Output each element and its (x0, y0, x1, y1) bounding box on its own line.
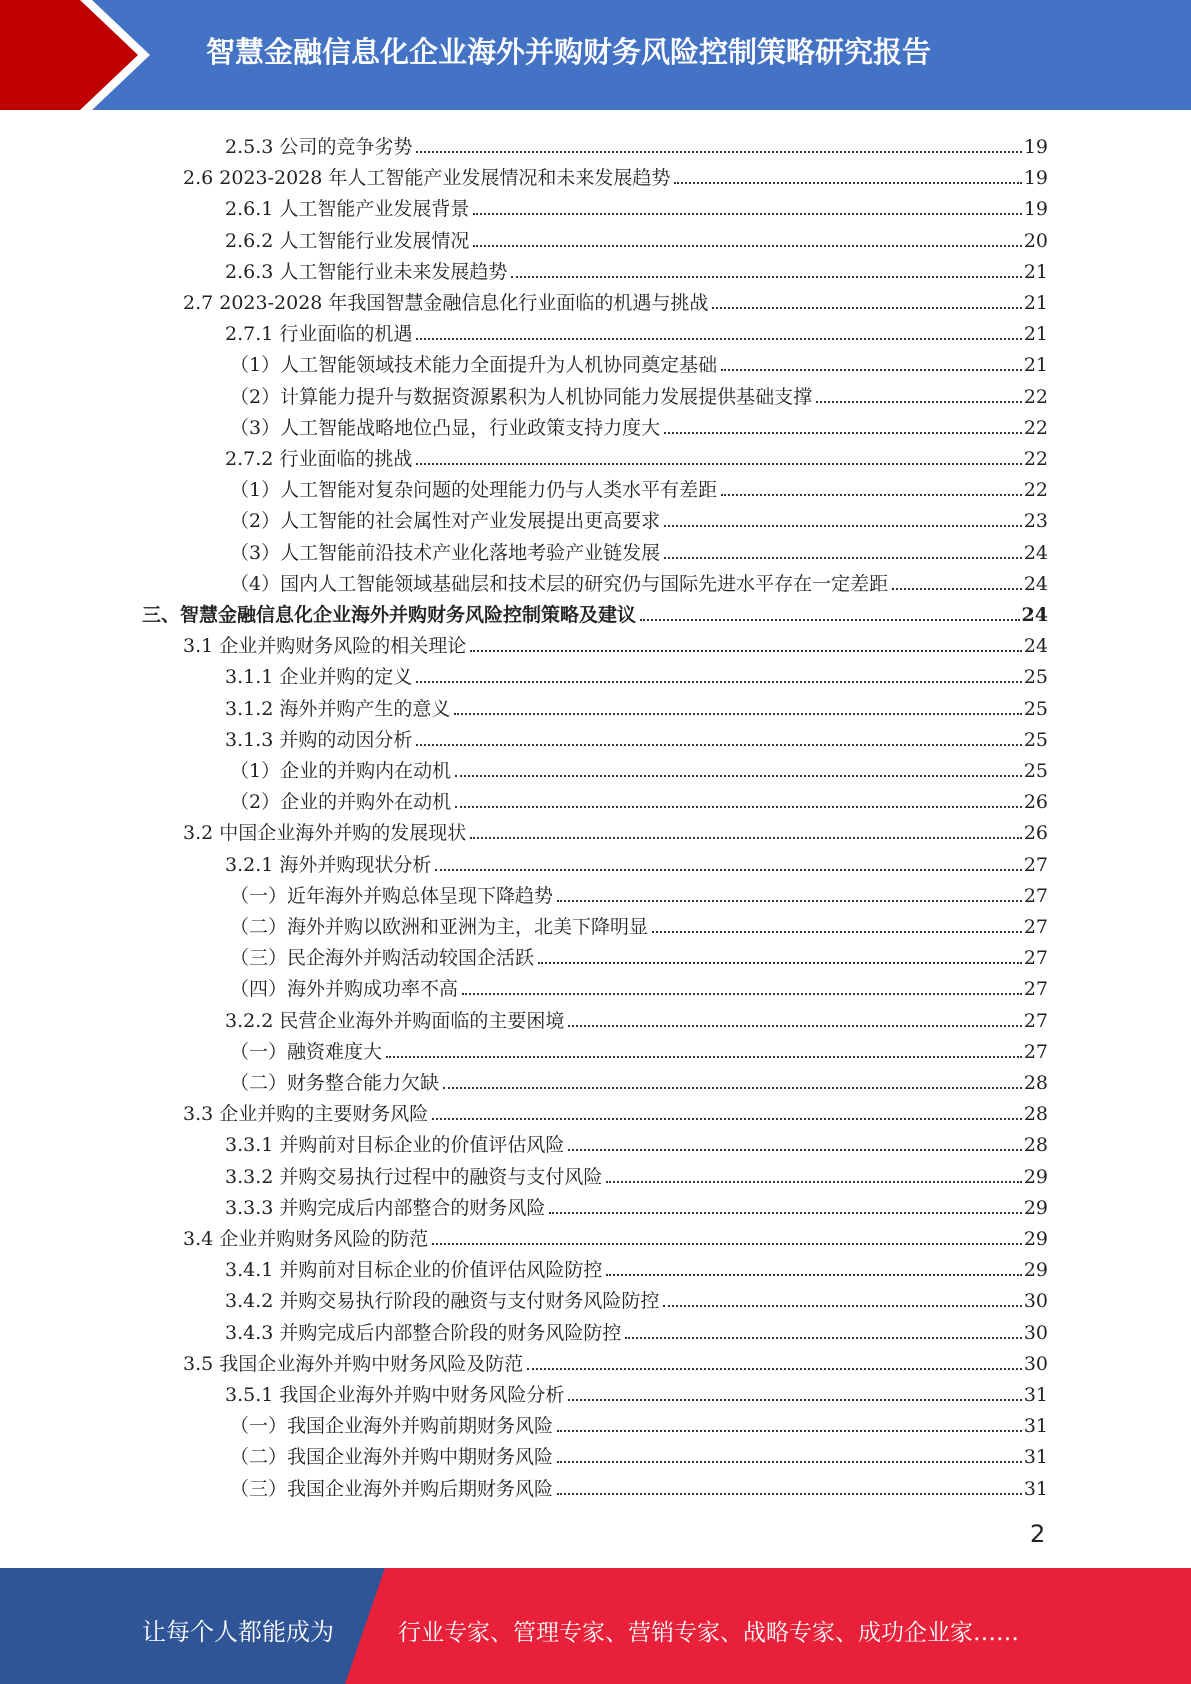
toc-entry-label: 3.1.3 并购的动因分析 (225, 728, 413, 751)
toc-entry-page: 30 (1023, 1290, 1048, 1313)
toc-entry-label: （3）人工智能战略地位凸显，行业政策支持力度大 (230, 416, 661, 439)
toc-entry[interactable] (230, 378, 1048, 409)
toc-leader-dots (470, 650, 1022, 652)
toc-leader-dots (557, 900, 1022, 902)
toc-leader-dots (455, 806, 1022, 808)
toc-leader-dots (568, 1399, 1021, 1401)
toc-entry[interactable] (225, 440, 1048, 471)
toc-entry[interactable] (225, 128, 1048, 159)
toc-entry-page: 23 (1023, 510, 1048, 533)
toc-leader-dots (664, 432, 1022, 434)
toc-leader-dots (712, 307, 1021, 309)
toc-entry-label: 2.6.1 人工智能产业发展背景 (225, 198, 470, 221)
toc-entry-label: 三、智慧金融信息化企业海外并购财务风险控制策略及建议 (142, 604, 637, 626)
toc-entry-page: 29 (1023, 1228, 1048, 1250)
toc-entry-page: 29 (1023, 1259, 1048, 1282)
toc-entry-label: 2.7.2 行业面临的挑战 (225, 448, 413, 470)
toc-entry[interactable] (225, 1189, 1048, 1220)
toc-entry-page: 28 (1023, 1103, 1048, 1126)
report-title: 智慧金融信息化企业海外并购财务风险控制策略研究报告 (206, 35, 932, 69)
toc-leader-dots (416, 463, 1021, 465)
toc-entry[interactable] (183, 627, 1048, 658)
toc-leader-dots (816, 401, 1022, 403)
toc-entry-label: （三）我国企业海外并购后期财务风险 (230, 1477, 554, 1500)
toc-leader-dots (527, 1368, 1022, 1370)
toc-entry-page: 29 (1023, 1196, 1048, 1219)
toc-entry-page: 28 (1023, 1072, 1048, 1094)
toc-entry[interactable] (230, 752, 1048, 783)
toc-entry[interactable] (225, 721, 1048, 752)
toc-entry[interactable] (230, 1470, 1048, 1501)
toc-leader-dots (640, 619, 1020, 621)
toc-entry[interactable] (230, 534, 1048, 565)
toc-entry-page: 22 (1023, 448, 1048, 470)
toc-entry[interactable] (230, 1407, 1048, 1438)
toc-entry-label: 2.6.2 人工智能行业发展情况 (225, 229, 470, 252)
toc-entry-label: 3.2 中国企业海外并购的发展现状 (183, 822, 467, 845)
toc-entry-label: 3.2.1 海外并购现状分析 (225, 853, 432, 876)
toc-entry-page: 19 (1023, 136, 1048, 158)
toc-entry-page: 29 (1023, 1165, 1048, 1188)
toc-entry-label: （2）企业的并购外在动机 (230, 791, 452, 814)
toc-entry-page: 22 (1023, 416, 1048, 439)
toc-entry-page: 30 (1023, 1321, 1048, 1344)
toc-leader-dots (721, 369, 1022, 371)
toc-entry-page: 27 (1023, 978, 1048, 1001)
toc-entry[interactable] (183, 1220, 1048, 1251)
toc-entry[interactable] (225, 222, 1048, 253)
toc-entry-page: 31 (1023, 1446, 1048, 1469)
toc-entry-label: 2.6 2023-2028 年人工智能产业发展情况和未来发展趋势 (183, 167, 671, 190)
toc-entry-page: 19 (1023, 198, 1048, 221)
toc-entry-label: （4）国内人工智能领域基础层和技术层的研究仍与国际先进水平存在一定差距 (230, 572, 889, 595)
footer-slogan-right: 行业专家、管理专家、营销专家、战略专家、成功企业家…… (398, 1620, 1019, 1646)
toc-leader-dots (462, 993, 1022, 995)
toc-leader-dots (416, 151, 1021, 153)
toc-entry-page: 24 (1023, 635, 1048, 658)
toc-entry-page: 22 (1023, 385, 1048, 408)
toc-leader-dots (663, 1305, 1021, 1307)
toc-entry-label: （一）融资难度大 (230, 1040, 383, 1063)
toc-entry-label: （一）近年海外并购总体呈现下降趋势 (230, 884, 554, 907)
toc-entry-page: 26 (1023, 791, 1048, 814)
toc-entry-page: 27 (1023, 853, 1048, 876)
page-number: 2 (1030, 1520, 1046, 1548)
toc-entry-page: 22 (1023, 479, 1048, 502)
toc-entry-page: 27 (1023, 884, 1048, 907)
toc-entry-page: 31 (1023, 1384, 1048, 1406)
toc-leader-dots (664, 525, 1022, 527)
toc-entry[interactable] (230, 877, 1048, 908)
toc-entry-page: 30 (1023, 1352, 1048, 1375)
toc-entry-page: 21 (1023, 292, 1048, 314)
toc-entry[interactable] (225, 1314, 1048, 1345)
toc-leader-dots (557, 1461, 1022, 1463)
toc-entry-label: （二）我国企业海外并购中期财务风险 (230, 1446, 554, 1469)
toc-entry-label: 3.3 企业并购的主要财务风险 (183, 1103, 429, 1126)
toc-entry-label: 3.4 企业并购财务风险的防范 (183, 1228, 429, 1250)
toc-entry-label: 2.7.1 行业面临的机遇 (225, 323, 413, 346)
toc-entry-label: （四）海外并购成功率不高 (230, 978, 459, 1001)
toc-entry-label: 3.1 企业并购财务风险的相关理论 (183, 635, 467, 658)
toc-entry[interactable] (183, 159, 1048, 190)
toc-entry[interactable] (183, 1345, 1048, 1376)
toc-entry[interactable] (230, 908, 1048, 939)
toc-leader-dots (652, 931, 1022, 933)
toc-entry-label: 3.4.2 并购交易执行阶段的融资与支付财务风险防控 (225, 1290, 660, 1313)
toc-entry-label: （1）人工智能对复杂问题的处理能力仍与人类水平有差距 (230, 479, 718, 502)
toc-entry[interactable] (230, 1033, 1048, 1064)
toc-entry-page: 20 (1023, 229, 1048, 252)
toc-entry-label: （3）人工智能前沿技术产业化落地考验产业链发展 (230, 541, 661, 564)
toc-entry-page: 27 (1023, 916, 1048, 938)
toc-leader-dots (557, 1493, 1022, 1495)
toc-leader-dots (455, 775, 1022, 777)
toc-entry-label: 3.5.1 我国企业海外并购中财务风险分析 (225, 1384, 565, 1406)
toc-entry-page: 21 (1023, 323, 1048, 346)
toc-entry[interactable] (230, 1438, 1048, 1469)
toc-leader-dots (892, 588, 1022, 590)
toc-entry-label: 3.3.3 并购完成后内部整合的财务风险 (225, 1196, 546, 1219)
toc-entry-page: 31 (1023, 1415, 1048, 1438)
toc-entry-label: 2.6.3 人工智能行业未来发展趋势 (225, 260, 508, 283)
toc-entry-label: 3.3.2 并购交易执行过程中的融资与支付风险 (225, 1165, 603, 1188)
toc-entry[interactable] (225, 1251, 1048, 1282)
toc-leader-dots (664, 557, 1022, 559)
toc-leader-dots (416, 338, 1021, 340)
page-footer (0, 1568, 1191, 1684)
toc-entry-page: 25 (1023, 760, 1048, 782)
toc-entry[interactable] (225, 1126, 1048, 1157)
toc-leader-dots (557, 1430, 1022, 1432)
toc-leader-dots (416, 744, 1021, 746)
toc-entry-label: 2.5.3 公司的竞争劣势 (225, 136, 413, 158)
toc-entry-label: （2）人工智能的社会属性对产业发展提出更高要求 (230, 510, 661, 533)
toc-entry[interactable] (225, 1002, 1048, 1033)
toc-leader-dots (538, 962, 1022, 964)
toc-leader-dots (435, 869, 1021, 871)
toc-entry-label: 2.7 2023-2028 年我国智慧金融信息化行业面临的机遇与挑战 (183, 292, 709, 314)
toc-entry-label: 3.4.3 并购完成后内部整合阶段的财务风险防控 (225, 1321, 622, 1344)
toc-entry[interactable] (183, 814, 1048, 845)
toc-entry-label: （2）计算能力提升与数据资源累积为人机协同能力发展提供基础支撑 (230, 385, 813, 408)
toc-entry[interactable] (225, 190, 1048, 221)
toc-entry[interactable] (225, 846, 1048, 877)
page-header (0, 0, 1191, 110)
toc-entry[interactable] (142, 596, 1048, 627)
toc-entry[interactable] (230, 346, 1048, 377)
toc-entry-page: 24 (1021, 604, 1048, 626)
toc-entry[interactable] (225, 315, 1048, 346)
toc-entry[interactable] (183, 1095, 1048, 1126)
toc-entry-page: 24 (1023, 541, 1048, 564)
toc-entry[interactable] (225, 658, 1048, 689)
toc-entry[interactable] (230, 565, 1048, 596)
toc-entry-page: 26 (1023, 822, 1048, 845)
toc-entry-label: （1）企业的并购内在动机 (230, 760, 452, 782)
toc-leader-dots (674, 182, 1021, 184)
toc-entry-page: 25 (1023, 666, 1048, 689)
toc-entry-page: 24 (1023, 572, 1048, 595)
toc-entry-label: 3.3.1 并购前对目标企业的价值评估风险 (225, 1134, 565, 1157)
toc-leader-dots (432, 1243, 1022, 1245)
toc-entry-page: 25 (1023, 697, 1048, 720)
toc-entry-page: 27 (1023, 1009, 1048, 1032)
toc-entry[interactable] (183, 284, 1048, 315)
toc-leader-dots (473, 245, 1021, 247)
toc-entry-page: 21 (1023, 354, 1048, 377)
toc-entry-page: 27 (1023, 947, 1048, 970)
toc-entry-label: （三）民企海外并购活动较国企活跃 (230, 947, 535, 970)
toc-leader-dots (606, 1181, 1021, 1183)
toc-entry-page: 19 (1023, 167, 1048, 190)
toc-entry-page: 31 (1023, 1477, 1048, 1500)
toc-entry[interactable] (225, 1158, 1048, 1189)
toc-entry[interactable] (230, 409, 1048, 440)
toc-leader-dots (473, 213, 1021, 215)
toc-entry[interactable] (230, 783, 1048, 814)
toc-entry-label: （二）海外并购以欧洲和亚洲为主，北美下降明显 (230, 916, 649, 938)
toc-entry-label: 3.4.1 并购前对目标企业的价值评估风险防控 (225, 1259, 603, 1282)
toc-entry-page: 28 (1023, 1134, 1048, 1157)
toc-entry-page: 27 (1023, 1040, 1048, 1063)
header-arrow-icon (0, 0, 140, 110)
toc-entry[interactable] (230, 1064, 1048, 1095)
toc-leader-dots (470, 837, 1022, 839)
toc-leader-dots (454, 713, 1021, 715)
toc-entry-label: （1）人工智能领域技术能力全面提升为人机协同奠定基础 (230, 354, 718, 377)
toc-entry[interactable] (230, 502, 1048, 533)
toc-leader-dots (443, 1087, 1022, 1089)
toc-entry[interactable] (225, 1282, 1048, 1313)
toc-entry-page: 25 (1023, 728, 1048, 751)
toc-entry-label: 3.1.2 海外并购产生的意义 (225, 697, 451, 720)
footer-slogan-left: 让每个人都能成为 (142, 1618, 334, 1646)
toc-entry-label: 3.5 我国企业海外并购中财务风险及防范 (183, 1352, 524, 1375)
toc-entry[interactable] (225, 1376, 1048, 1407)
toc-leader-dots (511, 276, 1021, 278)
toc-entry[interactable] (230, 970, 1048, 1001)
toc-leader-dots (568, 1025, 1021, 1027)
toc-leader-dots (625, 1337, 1021, 1339)
toc-entry-page: 21 (1023, 260, 1048, 283)
toc-entry[interactable] (225, 253, 1048, 284)
toc-leader-dots (721, 494, 1022, 496)
toc-entry[interactable] (230, 471, 1048, 502)
toc-entry-label: 3.1.1 企业并购的定义 (225, 666, 413, 689)
toc-leader-dots (568, 1149, 1021, 1151)
toc-leader-dots (432, 1118, 1022, 1120)
toc-entry[interactable] (225, 690, 1048, 721)
toc-leader-dots (606, 1274, 1021, 1276)
toc-entry-label: （二）财务整合能力欠缺 (230, 1072, 440, 1094)
toc-leader-dots (386, 1056, 1022, 1058)
toc-entry-label: 3.2.2 民营企业海外并购面临的主要困境 (225, 1009, 565, 1032)
toc-entry-label: （一）我国企业海外并购前期财务风险 (230, 1415, 554, 1438)
toc-leader-dots (549, 1212, 1021, 1214)
toc-entry[interactable] (230, 939, 1048, 970)
toc-leader-dots (416, 681, 1021, 683)
